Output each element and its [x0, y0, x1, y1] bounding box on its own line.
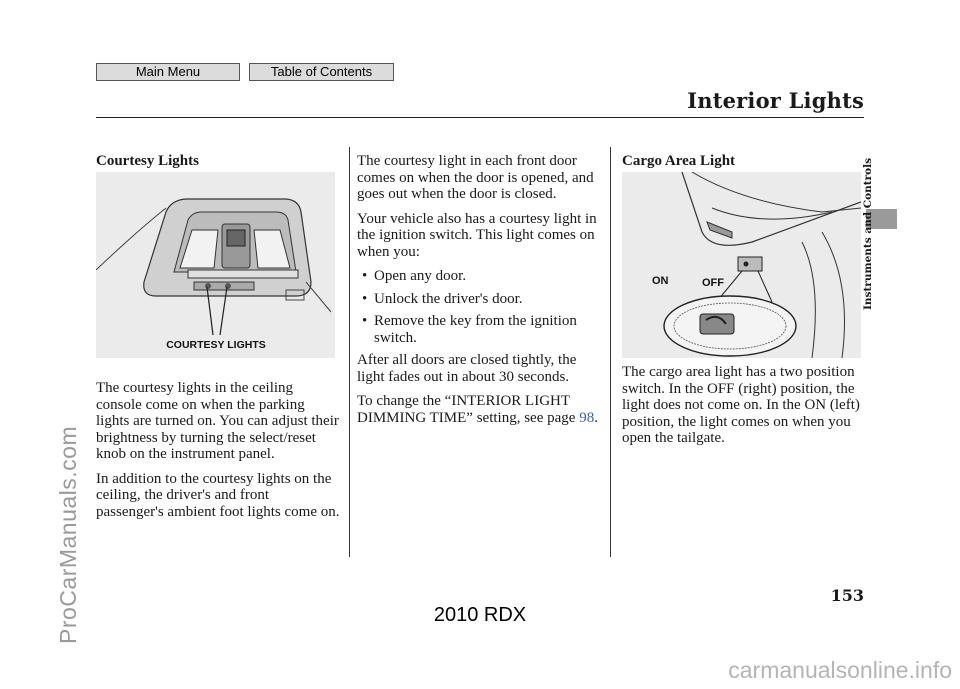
page-number: 153	[830, 586, 864, 605]
column-door-lights	[357, 153, 603, 434]
cargo-light-figure	[622, 172, 861, 358]
main-menu-button[interactable]: Main Menu	[96, 63, 240, 81]
ignition-light-para: Your vehicle also has a courtesy light in the ignition switch. This light comes on when you:	[357, 210, 597, 260]
on-label: ON	[652, 275, 669, 287]
cargo-light-illustration	[622, 172, 861, 358]
bullet-item: • Remove the key from the ignition switch.	[362, 313, 577, 346]
courtesy-lights-heading: Courtesy Lights	[96, 153, 199, 169]
courtesy-para-2: In addition to the courtesy lights on the ceiling, the driver's and front passenger's ambient foot lights come on.	[96, 470, 340, 520]
dimming-setting-para: To change the “INTERIOR LIGHT DIMMING TIME” setting, see page 98.	[357, 393, 598, 426]
column-divider-1	[349, 147, 350, 557]
page-title: Interior Lights	[687, 88, 864, 113]
column-courtesy-body	[96, 380, 340, 528]
fade-out-para: After all doors are closed tightly, the light fades out in about 30 seconds.	[357, 352, 577, 385]
table-of-contents-button[interactable]: Table of Contents	[249, 63, 394, 81]
side-watermark: ProCarManuals.com	[55, 425, 81, 644]
bullet-item: • Open any door.	[362, 268, 467, 284]
column-divider-2	[610, 147, 611, 557]
model-footer: 2010 RDX	[433, 604, 527, 626]
cargo-area-light-heading: Cargo Area Light	[622, 153, 736, 169]
door-light-para: The courtesy light in each front door comes on when the door is opened, and goes out when the door is closed.	[357, 153, 594, 202]
bottom-watermark: carmanualsonline.info	[728, 657, 952, 683]
bullet-item: • Unlock the driver's door.	[362, 290, 523, 307]
page-link[interactable]: 98	[579, 409, 595, 426]
courtesy-lights-label: COURTESY LIGHTS	[166, 339, 266, 351]
courtesy-lights-figure	[96, 172, 335, 358]
section-label: Instruments and Controls	[862, 157, 874, 310]
off-label: OFF	[702, 277, 724, 289]
ceiling-console-illustration	[96, 172, 335, 358]
header-rule	[96, 117, 864, 118]
column-cargo-body	[622, 364, 862, 455]
cargo-para: The cargo area light has a two position switch. In the OFF (right) position, the light does not come on. In the ON (left) position, the light comes on when you open the tailgate.	[622, 364, 860, 446]
courtesy-para-1: The courtesy lights in the ceiling console come on when the parking lights are turned on. You can adjust their brightness by turning the select/reset knob on the instrument panel.	[96, 380, 339, 462]
